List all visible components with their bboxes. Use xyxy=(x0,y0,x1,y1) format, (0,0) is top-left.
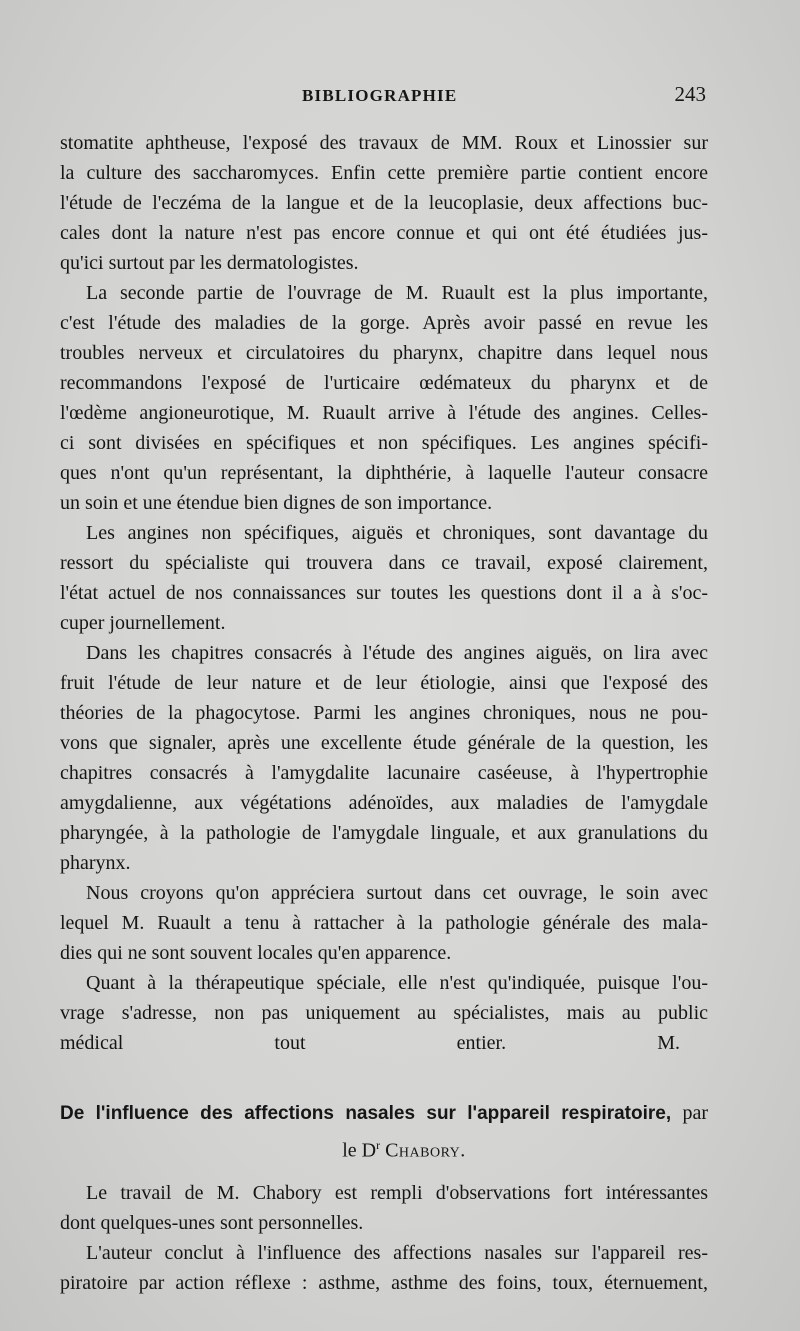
author-prefix: le D xyxy=(342,1139,377,1162)
text-line: dont quelques-unes sont personnelles. xyxy=(60,1212,364,1234)
text-line: c'est l'étude des maladies de la gorge. Après avoir passé en revue les xyxy=(60,312,708,334)
text-line: amygdalienne, aux végétations adénoïdes, aux maladies de l'amygdale xyxy=(60,792,708,814)
signature-line xyxy=(60,1028,680,1058)
text-line: Quant à la thérapeutique spéciale, elle n'est qu'indiquée, puisque l'ou- xyxy=(86,972,708,994)
author-name: Chabory. xyxy=(385,1139,466,1162)
text-line: fruit l'étude de leur nature et de leur étiologie, ainsi que l'exposé des xyxy=(60,672,708,694)
text-line: dies qui ne sont souvent locales qu'en apparence. xyxy=(60,942,452,964)
text-line: Les angines non spécifiques, aiguës et chroniques, sont davantage du xyxy=(86,522,708,544)
text-line: lequel M. Ruault a tenu à rattacher à la pathologie générale des mala- xyxy=(60,912,708,934)
text-line: Nous croyons qu'on appréciera surtout dans cet ouvrage, le soin avec xyxy=(86,882,708,904)
text-line: théories de la phagocytose. Parmi les angines chroniques, nous ne pou- xyxy=(60,702,708,724)
text-line: recommandons l'exposé de l'urticaire œdémateux du pharynx et de xyxy=(60,372,708,394)
text-line: pharynx. xyxy=(60,852,131,874)
page-number: 243 xyxy=(674,82,706,106)
text-line: ci sont divisées en spécifiques et non spécifiques. Les angines spécifi- xyxy=(60,432,708,454)
text-line: un soin et une étendue bien dignes de son importance. xyxy=(60,492,493,514)
text-line: stomatite aphtheuse, l'exposé des travaux de MM. Roux et Linossier sur xyxy=(60,132,708,154)
text-line: l'œdème angioneurotique, M. Ruault arrive à l'étude des angines. Celles- xyxy=(60,402,708,424)
text-line: cales dont la nature n'est pas encore connue et qui ont été étudiées jus- xyxy=(60,222,708,244)
author-prefix-sup: r xyxy=(376,1138,381,1152)
article-title xyxy=(60,1098,708,1129)
text-line: Le travail de M. Chabory est rempli d'observations fort intéressantes xyxy=(86,1182,708,1204)
article-title-text: De l'influence des affections nasales sur l'appareil respiratoire, xyxy=(60,1103,672,1124)
text-line: L'auteur conclut à l'influence des affections nasales sur l'appareil res- xyxy=(86,1242,708,1264)
text-line: qu'ici surtout par les dermatologistes. xyxy=(60,252,359,274)
text-line: l'étude de l'eczéma de la langue et de la leucoplasie, deux affections buc- xyxy=(60,192,708,214)
text-line: troubles nerveux et circulatoires du pharynx, chapitre dans lequel nous xyxy=(60,342,708,364)
text-line: la culture des saccharomyces. Enfin cette première partie contient encore xyxy=(60,162,708,184)
text-line: ressort du spécialiste qui trouvera dans ce travail, exposé clairement, xyxy=(60,552,708,574)
reviewer-signature: M. xyxy=(657,1032,680,1054)
text-line: cuper journellement. xyxy=(60,612,226,634)
text-line: pharyngée, à la pathologie de l'amygdale linguale, et aux granulations du xyxy=(60,822,708,844)
text-line: chapitres consacrés à l'amygdalite lacunaire caséeuse, à l'hypertrophie xyxy=(60,762,708,784)
text-line: piratoire par action réflexe : asthme, asthme des foins, toux, éternuement, xyxy=(60,1272,708,1294)
article-title-connector: par xyxy=(682,1102,708,1124)
article-author xyxy=(60,1130,748,1166)
text-line: l'état actuel de nos connaissances sur toutes les questions dont il a à s'oc- xyxy=(60,582,708,604)
running-head: BIBLIOGRAPHIE xyxy=(302,86,458,105)
text-line: ques n'ont qu'un représentant, la diphthérie, à laquelle l'auteur consacre xyxy=(60,462,708,484)
page-header xyxy=(60,82,706,116)
text-line: médical tout entier. xyxy=(60,1032,507,1054)
text-line: vrage s'adresse, non pas uniquement au spécialistes, mais au public xyxy=(60,1002,708,1024)
text-line: Dans les chapitres consacrés à l'étude des angines aiguës, on lira avec xyxy=(86,642,708,664)
text-line: vons que signaler, après une excellente étude générale de la question, les xyxy=(60,732,708,754)
text-line: La seconde partie de l'ouvrage de M. Ruault est la plus importante, xyxy=(86,282,708,304)
